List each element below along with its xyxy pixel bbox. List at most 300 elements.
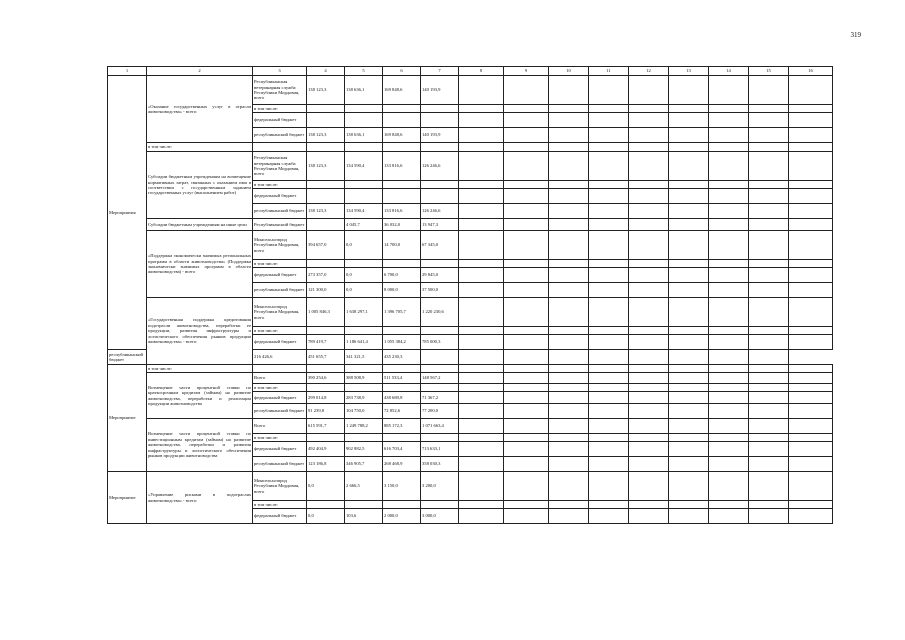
table-cell: [789, 419, 833, 434]
table-cell: [629, 457, 669, 472]
table-row: «Государственная поддержка кредитования подотрасли животноводства, переработки ее продукции, развития инфраструктуры и логистического обеспечения рынков продукции животноводства» - всего: Минсельхозпрод Республики Мордовия, всего 1 005 846,3 1 638 297,1 1 396 705,7 1 220 230,6: [108, 298, 833, 327]
table-cell: [549, 76, 589, 105]
table-cell: [669, 472, 709, 501]
table-cell: [549, 442, 589, 457]
table-cell: [629, 105, 669, 113]
table-cell: [589, 189, 629, 204]
table-cell: [589, 392, 629, 404]
table-cell: [345, 327, 383, 335]
table-cell: [749, 350, 789, 365]
table-cell: [459, 384, 504, 392]
table-cell: [789, 457, 833, 472]
table-cell: [749, 268, 789, 283]
table-cell: [709, 350, 749, 365]
table-cell: [383, 105, 421, 113]
table-cell: [749, 189, 789, 204]
table-cell: [307, 143, 345, 152]
table-cell: [669, 501, 709, 509]
table-cell: [709, 327, 749, 335]
table-cell: [459, 231, 504, 260]
table-cell: [669, 204, 709, 219]
table-cell: [789, 181, 833, 189]
table-cell: [709, 219, 749, 231]
col-1: 1: [108, 67, 147, 76]
table-cell: [709, 442, 749, 457]
table-row: в том числе:: [108, 143, 833, 152]
table-cell: [709, 384, 749, 392]
table-cell: [589, 260, 629, 268]
table-cell: [789, 373, 833, 384]
table-cell: [709, 419, 749, 434]
table-cell: [421, 143, 459, 152]
table-row: федеральный бюджет 299 014,8 283 738,9 438 680,8 71 367,2: [108, 392, 833, 404]
table-row: в том числе:: [108, 105, 833, 113]
table-cell: [504, 231, 549, 260]
table-cell: [629, 260, 669, 268]
table-cell: [459, 509, 504, 524]
table-cell: [307, 501, 345, 509]
table-cell: [549, 260, 589, 268]
table-cell: [669, 392, 709, 404]
table-cell: [589, 152, 629, 181]
table-cell: [345, 189, 383, 204]
table-row: в том числе:: [108, 501, 833, 509]
table-cell: [589, 268, 629, 283]
table-row: в том числе:: [108, 260, 833, 268]
table-cell: [709, 260, 749, 268]
table-cell: [459, 442, 504, 457]
table-cell: [669, 384, 709, 392]
table-cell: [345, 501, 383, 509]
table-cell: [629, 268, 669, 283]
table-cell: [549, 365, 589, 373]
table-cell: [789, 268, 833, 283]
table-cell: [669, 189, 709, 204]
table-cell: [504, 298, 549, 327]
table-row: республиканский бюджет 138 123,3 134 590,4 133 816,6 126 246,6: [108, 204, 833, 219]
table-cell: [549, 219, 589, 231]
table-cell: [504, 219, 549, 231]
table-cell: [253, 143, 307, 152]
table-cell: [383, 501, 421, 509]
table-cell: [709, 373, 749, 384]
table-cell: [459, 260, 504, 268]
table-cell: [345, 365, 383, 373]
table-cell: [589, 113, 629, 128]
table-cell: [749, 501, 789, 509]
table-cell: [629, 189, 669, 204]
table-cell: [629, 128, 669, 143]
table-cell: [709, 298, 749, 327]
table-cell: [549, 128, 589, 143]
table-cell: [549, 113, 589, 128]
table-cell: [549, 105, 589, 113]
table-cell: [709, 434, 749, 442]
table-cell: [749, 113, 789, 128]
table-cell: [629, 152, 669, 181]
table-cell: [345, 434, 383, 442]
table-cell: [549, 204, 589, 219]
table-row: федеральный бюджет: [108, 189, 833, 204]
table-cell: [789, 472, 833, 501]
table-cell: [589, 373, 629, 384]
table-cell: [749, 143, 789, 152]
table-cell: [589, 219, 629, 231]
table-cell: [709, 501, 749, 509]
table-cell: [709, 335, 749, 350]
table-cell: [749, 105, 789, 113]
table-cell: [421, 434, 459, 442]
table-row: республиканский бюджет 91 239,8 104 750,0 72 852,6 77 200,0: [108, 404, 833, 419]
page-number: 319: [850, 31, 861, 39]
table-cell: [669, 419, 709, 434]
table-cell: [669, 457, 709, 472]
table-row: «Поддержка экономически значимых региональных программ в области животноводства» (Поддержка экономически значимых программ в области животноводства) - всего Минсельхозпрод Республики Мордовия, всего 394 657,0 0,0 14 700,0 67 345,0: [108, 231, 833, 260]
table-cell: [749, 404, 789, 419]
table-cell: [589, 283, 629, 298]
table-cell: [629, 335, 669, 350]
col-9: 9: [504, 67, 549, 76]
table-cell: [709, 404, 749, 419]
table-cell: [709, 231, 749, 260]
table-cell: [749, 231, 789, 260]
table-cell: [629, 327, 669, 335]
table-cell: [589, 472, 629, 501]
table-cell: [504, 283, 549, 298]
table-cell: [749, 204, 789, 219]
table-cell: [459, 365, 504, 373]
table-cell: [709, 509, 749, 524]
header-row: [108, 67, 833, 76]
table-cell: [549, 501, 589, 509]
table-cell: [589, 181, 629, 189]
table-cell: [749, 181, 789, 189]
table-cell: [383, 260, 421, 268]
measure-label-1: Мероприятия: [108, 76, 147, 350]
table-row: республиканский бюджет 121 300,0 0,0 8 000,0 37 500,0: [108, 283, 833, 298]
table-cell: [629, 219, 669, 231]
table-cell: [589, 457, 629, 472]
program-table: [107, 66, 833, 524]
table-cell: [589, 442, 629, 457]
col-12: 12: [629, 67, 669, 76]
table-cell: [749, 442, 789, 457]
table-cell: [504, 501, 549, 509]
table-cell: [549, 181, 589, 189]
item-name: «Поддержка экономически значимых региональных программ в области животноводства» (Поддержка экономически значимых программ в области животноводства) - всего: [147, 231, 253, 298]
table-cell: [669, 327, 709, 335]
table-cell: [709, 189, 749, 204]
table-cell: [669, 128, 709, 143]
table-cell: [749, 327, 789, 335]
table-cell: [789, 298, 833, 327]
table-cell: [629, 143, 669, 152]
table-cell: [383, 365, 421, 373]
table-cell: [549, 472, 589, 501]
table-cell: [669, 298, 709, 327]
table-cell: [709, 128, 749, 143]
table-cell: [749, 260, 789, 268]
table-cell: [307, 365, 345, 373]
table-cell: [709, 283, 749, 298]
col-5: 5: [345, 67, 383, 76]
table-cell: [589, 384, 629, 392]
table-cell: [549, 152, 589, 181]
table-row: в том числе:: [108, 434, 833, 442]
table-cell: [629, 404, 669, 419]
table-cell: [421, 327, 459, 335]
table-cell: [459, 501, 504, 509]
table-cell: [789, 105, 833, 113]
table-cell: [789, 442, 833, 457]
table-cell: [421, 113, 459, 128]
table-cell: [459, 219, 504, 231]
table-cell: [669, 373, 709, 384]
table-cell: [669, 442, 709, 457]
col-4: 4: [307, 67, 345, 76]
table-cell: [504, 152, 549, 181]
item-name: Возмещение части процентной ставки по краткосрочным кредитам (займам) на развитие животноводства, переработки и реализации продукции животноводства: [147, 373, 253, 419]
col-10: 10: [549, 67, 589, 76]
item-name: Возмещение части процентной ставки по инвестиционным кредитам (займам) на развитие животноводства, переработки и развития инфраструктуры и логистического обеспечения рынков продукции животноводства: [147, 419, 253, 472]
table-cell: [459, 350, 504, 365]
table-cell: [749, 219, 789, 231]
table-cell: [383, 143, 421, 152]
table-cell: [383, 327, 421, 335]
table-cell: [549, 419, 589, 434]
table-cell: [504, 457, 549, 472]
table-cell: [709, 268, 749, 283]
table-cell: [459, 419, 504, 434]
table-cell: [789, 260, 833, 268]
table-cell: [504, 181, 549, 189]
table-cell: [421, 365, 459, 373]
table-cell: [789, 189, 833, 204]
col-7: 7: [421, 67, 459, 76]
table-cell: [749, 335, 789, 350]
item-name: «Оказание государственных услуг в отрасли животноводства» - всего:: [147, 76, 253, 143]
table-cell: [629, 501, 669, 509]
measure-label-2: Мероприятие: [108, 365, 147, 472]
table-cell: [589, 76, 629, 105]
table-cell: [789, 128, 833, 143]
table-cell: [789, 231, 833, 260]
table-cell: [589, 143, 629, 152]
table-cell: [504, 373, 549, 384]
table-cell: [589, 298, 629, 327]
table-cell: [504, 392, 549, 404]
table-cell: [504, 76, 549, 105]
table-cell: [307, 327, 345, 335]
table-cell: [629, 204, 669, 219]
table-cell: [459, 268, 504, 283]
table-cell: [549, 231, 589, 260]
table-cell: [459, 457, 504, 472]
table-cell: [504, 204, 549, 219]
table-cell: [669, 260, 709, 268]
table-cell: [629, 113, 669, 128]
table-cell: [709, 457, 749, 472]
table-row: Возмещение части процентной ставки по краткосрочным кредитам (займам) на развитие животноводства, переработки и реализации продукции животноводства Всего 390 254,6 388 508,9 511 533,4 148 567,2: [108, 373, 833, 384]
table-row: республиканский бюджет 138 123,3 138 636,1 169 848,6 140 193,9: [108, 128, 833, 143]
table-cell: [669, 268, 709, 283]
table-cell: [709, 113, 749, 128]
table-cell: [504, 143, 549, 152]
table-cell: [709, 76, 749, 105]
table-cell: [629, 365, 669, 373]
table-cell: [629, 283, 669, 298]
table-cell: [749, 392, 789, 404]
table-cell: [629, 384, 669, 392]
table-row: республиканский бюджет 123 186,8 346 905,7 268 468,9 358 030,3: [108, 457, 833, 472]
table-cell: [459, 298, 504, 327]
table-cell: [709, 143, 749, 152]
table-cell: [307, 181, 345, 189]
table-cell: [629, 392, 669, 404]
table-cell: [749, 152, 789, 181]
col-2: 2: [147, 67, 253, 76]
table-cell: [789, 392, 833, 404]
table-cell: [549, 283, 589, 298]
table-cell: [459, 327, 504, 335]
col-15: 15: [749, 67, 789, 76]
table-row: в том числе:: [108, 327, 833, 335]
table-cell: [504, 327, 549, 335]
table-cell: [504, 128, 549, 143]
table-cell: [589, 419, 629, 434]
item-name: «Управление рисками в подотраслях животноводства» - всего:: [147, 472, 253, 524]
table-cell: [459, 335, 504, 350]
table-cell: [789, 76, 833, 105]
table-cell: [504, 509, 549, 524]
table-cell: [504, 260, 549, 268]
table-row: Возмещение части процентной ставки по инвестиционным кредитам (займам) на развитие животноводства, переработки и развития инфраструктуры и логистического обеспечения рынков продукции животноводства Всего 615 591,7 1 249 788,2 885 172,3 1 071 663,4: [108, 419, 833, 434]
table-cell: [589, 335, 629, 350]
table-cell: [749, 457, 789, 472]
item-name: «Государственная поддержка кредитования подотрасли животноводства, переработки ее продукции, развития инфраструктуры и логистического обеспечения рынков продукции животноводства» - всего:: [147, 298, 253, 365]
table-cell: [549, 434, 589, 442]
table-cell: [307, 384, 345, 392]
table-cell: [549, 384, 589, 392]
table-cell: [629, 442, 669, 457]
table-cell: [669, 231, 709, 260]
table-cell: [549, 268, 589, 283]
table-cell: [749, 283, 789, 298]
table-cell: [589, 501, 629, 509]
table-cell: [383, 181, 421, 189]
table-cell: [345, 143, 383, 152]
col-8: 8: [459, 67, 504, 76]
table-cell: [789, 113, 833, 128]
table-cell: [789, 404, 833, 419]
table-cell: [789, 327, 833, 335]
table-cell: [549, 189, 589, 204]
table-cell: [629, 298, 669, 327]
table-cell: [629, 181, 669, 189]
table-cell: [504, 189, 549, 204]
table-cell: [669, 365, 709, 373]
table-cell: [345, 384, 383, 392]
table-cell: [669, 76, 709, 105]
table-cell: [789, 152, 833, 181]
table-cell: [749, 128, 789, 143]
table-cell: [629, 419, 669, 434]
table-cell: [504, 419, 549, 434]
table-cell: [504, 442, 549, 457]
table-cell: [669, 350, 709, 365]
table-row: Мероприятия «Оказание государственных услуг в отрасли животноводства» - всего: Республиканская ветеринарная служба Республики Мордовия, всего 138 123,3 138 636,1 169 848,6 140 193,9: [108, 76, 833, 105]
table-cell: [789, 365, 833, 373]
table-cell: [345, 105, 383, 113]
table-cell: [589, 105, 629, 113]
table-row: в том числе:: [108, 384, 833, 392]
table-cell: [504, 384, 549, 392]
table-cell: [709, 392, 749, 404]
table-cell: [307, 189, 345, 204]
table-cell: [459, 128, 504, 143]
col-6: 6: [383, 67, 421, 76]
table-cell: [709, 365, 749, 373]
table-cell: [749, 434, 789, 442]
table-cell: [549, 509, 589, 524]
col-13: 13: [669, 67, 709, 76]
table-cell: [421, 181, 459, 189]
table-cell: [589, 204, 629, 219]
table-cell: [749, 76, 789, 105]
table-cell: [549, 298, 589, 327]
table-cell: [383, 113, 421, 128]
table-cell: [589, 327, 629, 335]
table-cell: [504, 365, 549, 373]
table-cell: [709, 181, 749, 189]
table-cell: [504, 434, 549, 442]
table-cell: [421, 501, 459, 509]
table-cell: [459, 392, 504, 404]
table-cell: [789, 501, 833, 509]
table-cell: [421, 189, 459, 204]
table-cell: [629, 373, 669, 384]
table-cell: [459, 181, 504, 189]
table-cell: [669, 509, 709, 524]
table-cell: [789, 384, 833, 392]
table-cell: [459, 283, 504, 298]
table-cell: [549, 335, 589, 350]
table-cell: [459, 152, 504, 181]
table-cell: [589, 434, 629, 442]
table-cell: [669, 335, 709, 350]
table-cell: [345, 260, 383, 268]
table-cell: [789, 335, 833, 350]
table-cell: [459, 472, 504, 501]
table-cell: [345, 181, 383, 189]
table-cell: [421, 384, 459, 392]
table-cell: [629, 509, 669, 524]
table-cell: [383, 189, 421, 204]
table-cell: [421, 105, 459, 113]
table-cell: [789, 509, 833, 524]
table-cell: [789, 219, 833, 231]
table-cell: [749, 419, 789, 434]
table-cell: [345, 113, 383, 128]
table-cell: [709, 152, 749, 181]
table-row: федеральный бюджет: [108, 113, 833, 128]
table-row: федеральный бюджет 273 357,0 0,0 6 700,0 29 845,0: [108, 268, 833, 283]
table-cell: [789, 204, 833, 219]
table-cell: [383, 434, 421, 442]
table-cell: [504, 268, 549, 283]
table-cell: [669, 105, 709, 113]
table-cell: [459, 434, 504, 442]
